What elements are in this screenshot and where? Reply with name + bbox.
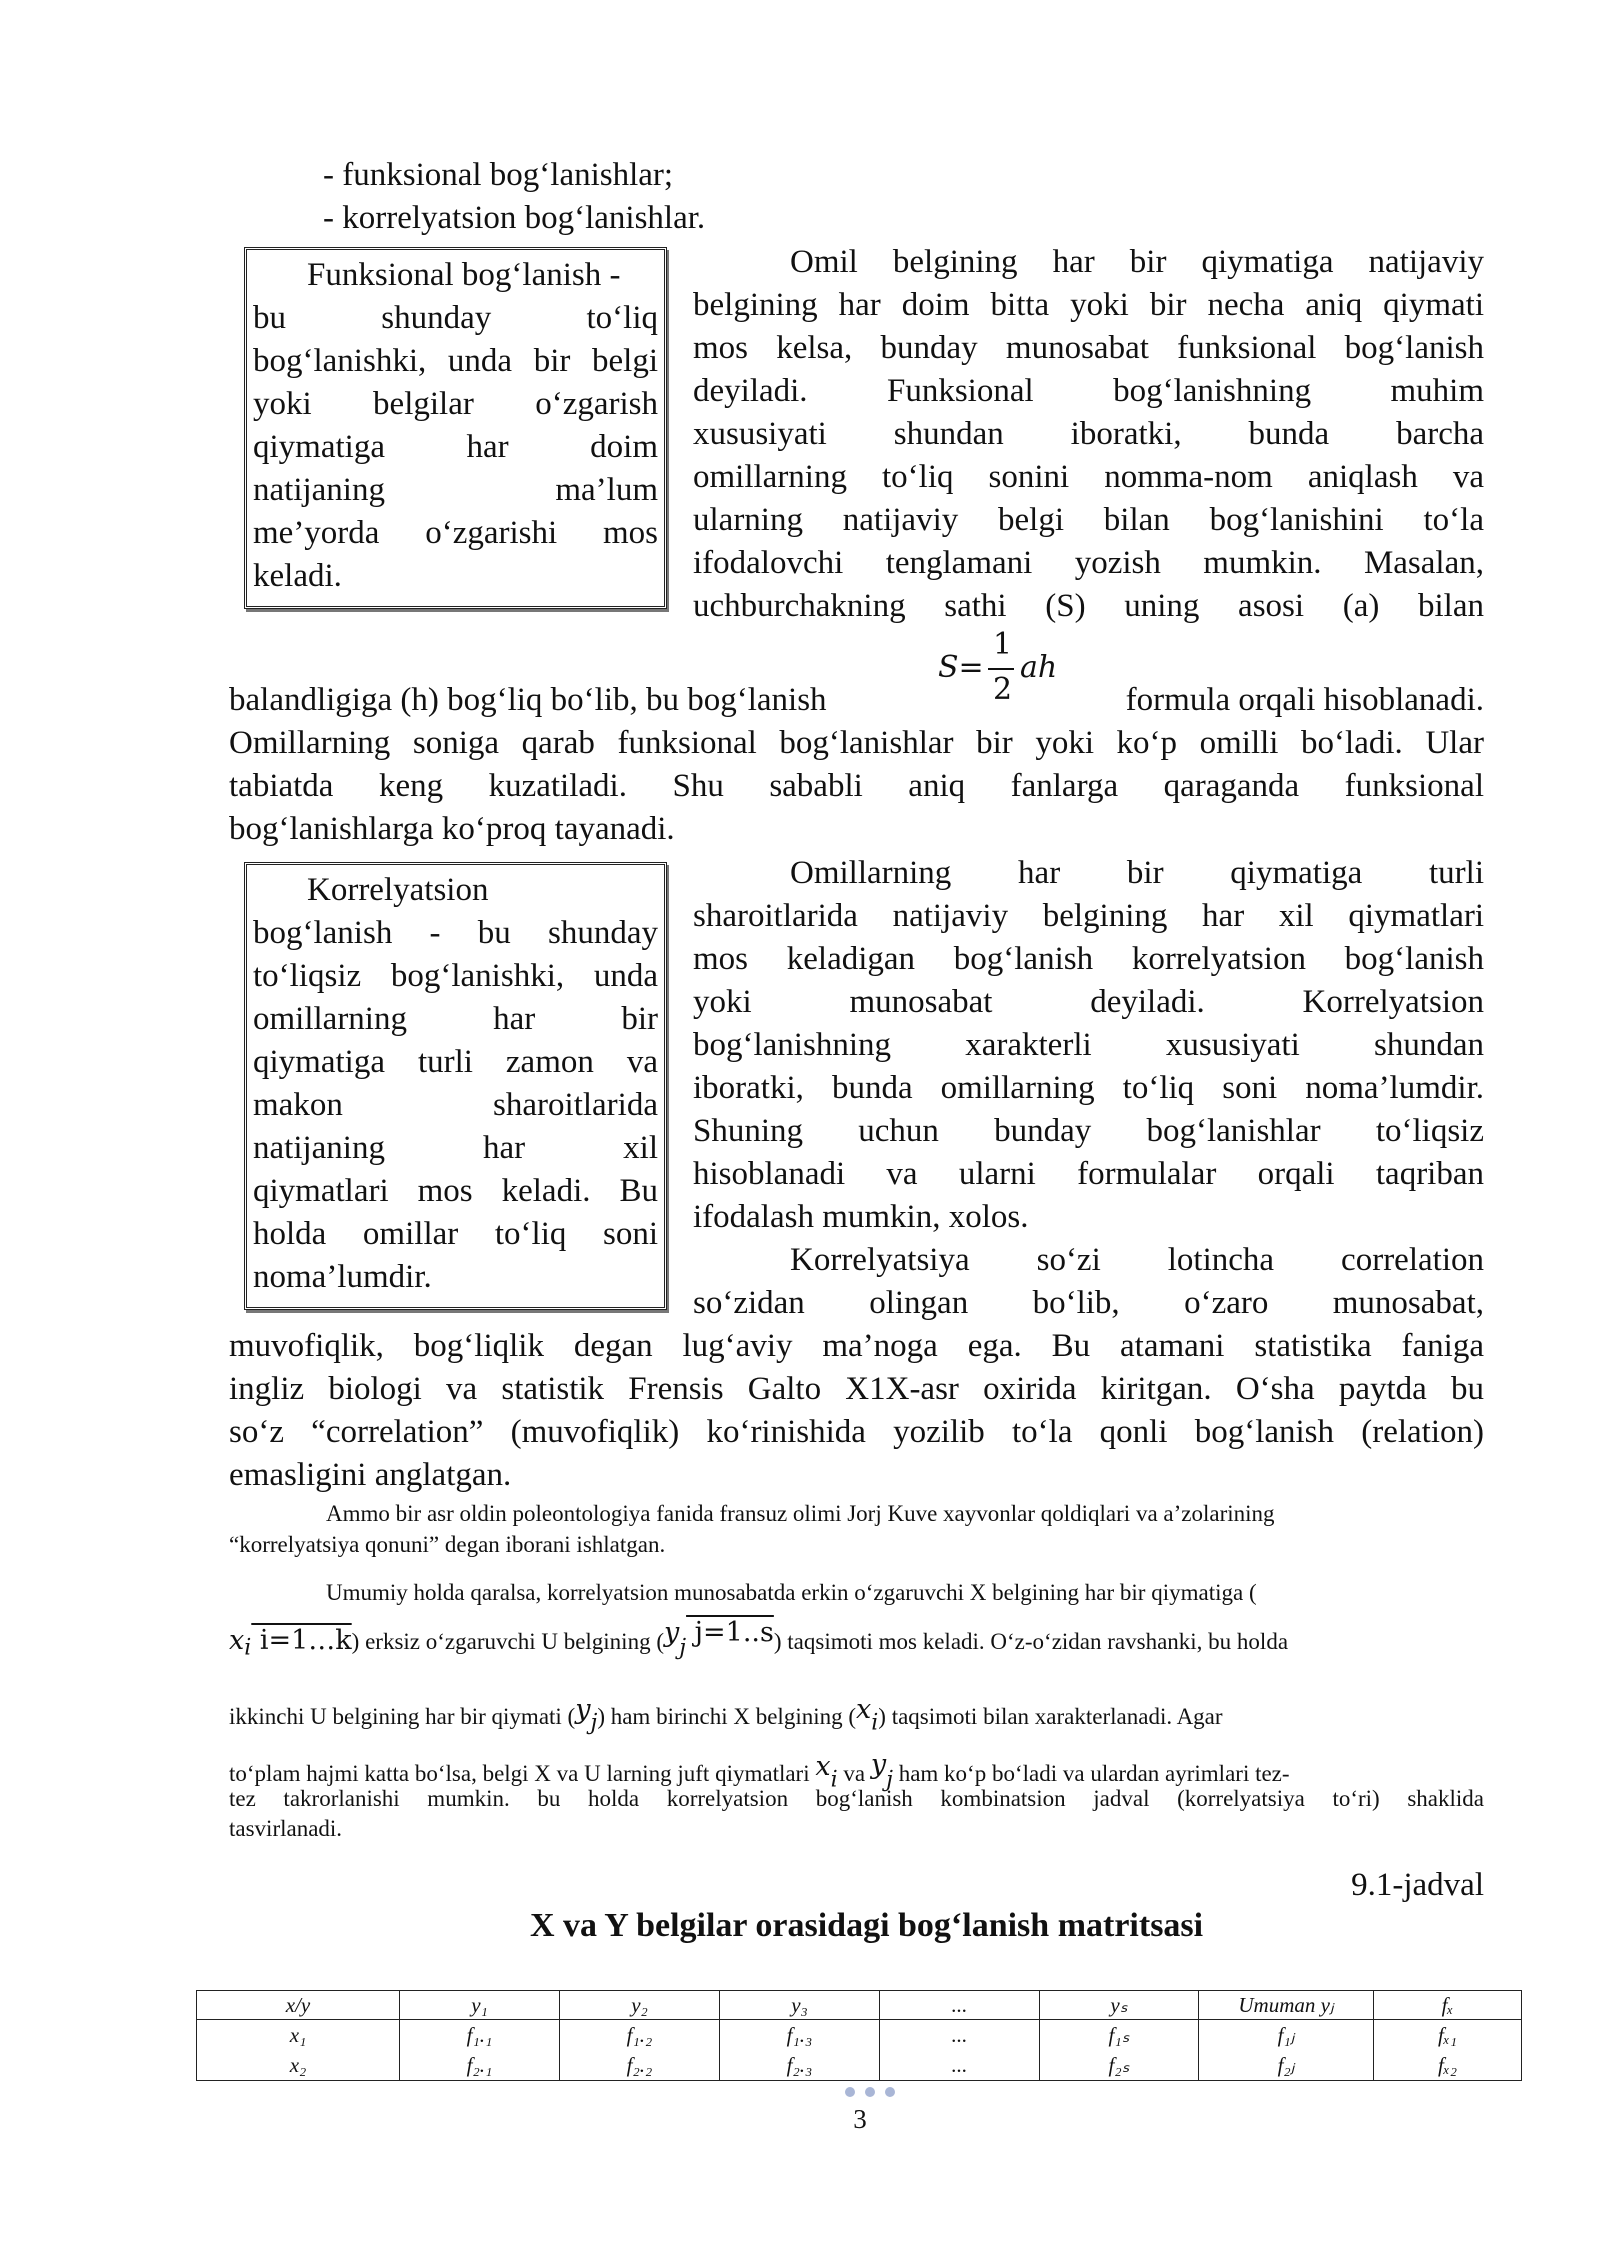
box-line: me’yorda o‘zgarishi mos (253, 515, 658, 551)
math-subscript: j (590, 1710, 598, 1736)
small-text-line: Umumiy holda qaralsa, korrelyatsion munosabatda erkin o‘zgaruvchi X belgining har bir qiymatiga ( (326, 1580, 1257, 1605)
header-cell: ... (880, 1991, 1040, 2020)
table-cell: x₁ (197, 2020, 400, 2051)
table-cell: f₁ⱼ (1199, 2020, 1374, 2051)
text-fragment: va (843, 1761, 866, 1786)
table-cell: f₁ₛ (1040, 2020, 1199, 2051)
table-cell: f₂.₁ (400, 2050, 560, 2081)
table-cell: f₂ⱼ (1199, 2050, 1374, 2081)
table-cell: f₂.₃ (720, 2050, 880, 2081)
paragraph-line: iboratki, bunda omillarning to‘liq soni noma’lumdir. (693, 1070, 1484, 1106)
paragraph-line: belgining har doim bitta yoki bir necha aniq qiymati (693, 287, 1484, 323)
table-header-row (197, 1991, 1522, 2020)
math-y: y (870, 1749, 887, 1780)
text-fragment: ) erksiz o‘zgaruvchi U belgining ( (351, 1629, 664, 1654)
formula-rhs: ah (1020, 650, 1058, 685)
table-cell: ... (880, 2050, 1040, 2081)
paragraph-line: uchburchakning sathi (S) uning asosi (a) bilan (693, 588, 1484, 624)
paragraph-line: yoki munosabat deyiladi. Korrelyatsion (693, 984, 1484, 1020)
paragraph-line: Omillarning soniga qarab funksional bog‘lanishlar bir yoki ko‘p omilli bo‘ladi. Ular (229, 725, 1484, 761)
small-text-line-with-math (229, 1618, 1288, 1664)
paragraph-line: sharoitlarida natijaviy belgining har xil qiymatlari (693, 898, 1484, 934)
box-line: to‘liqsiz bog‘lanishki, unda (253, 958, 658, 994)
table-row (197, 2050, 1522, 2081)
paragraph-line: ifodalash mumkin, xolos. (693, 1199, 1029, 1235)
page-number: 3 (853, 2104, 867, 2134)
box-line: holda omillar to‘liq soni (253, 1216, 658, 1252)
math-y: y (663, 1617, 680, 1648)
paragraph-line: Korrelyatsiya so‘zi lotincha correlation (790, 1242, 1484, 1278)
paragraph-line: ifodalovchi tenglamani yozish mumkin. Masalan, (693, 545, 1484, 581)
formula-lhs: S= (938, 650, 984, 685)
box-line: yoki belgilar o‘zgarish (253, 386, 658, 422)
math-subscript: i (244, 1635, 252, 1661)
math-y: y (575, 1694, 591, 1725)
text-fragment: ham ko‘p bo‘ladi va ulardan ayrimlari tez- (898, 1761, 1290, 1786)
table-cell: ... (880, 2020, 1040, 2051)
table-number-label: 9.1-jadval (1351, 1867, 1484, 1903)
definition-box-functional (244, 247, 667, 609)
math-subscript: i (871, 1710, 879, 1736)
box-line: keladi. (253, 558, 342, 594)
header-cell: y₁ (400, 1991, 560, 2020)
box-line: qiymatiga turli zamon va (253, 1044, 658, 1080)
small-text-line: Ammo bir asr oldin poleontologiya fanida fransuz olimi Jorj Kuve xayvonlar qoldiqlari va a’zolarining (326, 1501, 1275, 1526)
paragraph-line: Omillarning har bir qiymatiga turli (790, 855, 1484, 891)
header-cell: y₃ (720, 1991, 880, 2020)
table-cell: f₁.₃ (720, 2020, 880, 2051)
table-cell: f₂.₂ (560, 2050, 720, 2081)
box-line: Korrelyatsion (307, 872, 489, 908)
math-x: x (229, 1625, 245, 1656)
paragraph-line: muvofiqlik, bog‘liqlik degan lug‘aviy ma’noga ega. Bu atamani statistika faniga (229, 1328, 1484, 1364)
box-line: bog‘lanishki, unda bir belgi (253, 343, 658, 379)
paragraph-line: bog‘lanishning xarakterli xususiyati shundan (693, 1027, 1484, 1063)
page-break-dots (845, 2084, 905, 2102)
box-line: noma’lumdir. (253, 1259, 432, 1295)
math-subscript: i (830, 1767, 838, 1793)
table-cell: fₓ₁ (1374, 2020, 1522, 2051)
paragraph-line: tabiatda keng kuzatiladi. Shu sababli aniq fanlarga qaraganda funksional (229, 768, 1484, 804)
math-x: x (815, 1751, 831, 1782)
paragraph-line: ingliz biologi va statistik Frensis Galto X1X-asr oxirida kiritgan. O‘sha paytda bu (229, 1371, 1484, 1407)
math-subscript: j (679, 1635, 687, 1661)
box-line: Funksional bog‘lanish - (307, 257, 621, 293)
paragraph-line: bog‘lanishlarga ko‘proq tayanadi. (229, 811, 675, 847)
definition-box-correlational (244, 862, 667, 1310)
box-line: makon sharoitlarida (253, 1087, 658, 1123)
paragraph-line: so‘z “correlation” (muvofiqlik) ko‘rinishida yozilib to‘la qonli bog‘lanish (relation) (229, 1414, 1484, 1450)
paragraph-line: deyiladi. Funksional bog‘lanishning muhim (693, 373, 1484, 409)
table-row (197, 2020, 1522, 2051)
paragraph-line: emasligini anglatgan. (229, 1457, 512, 1493)
paragraph-line: so‘zidan olingan bo‘lib, o‘zaro munosabat, (693, 1285, 1484, 1321)
box-line: qiymatiga har doim (253, 429, 658, 465)
math-subscript: j (886, 1767, 893, 1793)
paragraph-line: formula orqali hisoblanadi. (1125, 682, 1484, 718)
math-x: x (856, 1694, 872, 1725)
header-cell: x/y (197, 1991, 400, 2020)
text-fragment: ) ham birinchi X belgining ( (597, 1704, 857, 1729)
formula-numerator: 1 (993, 627, 1013, 662)
text-fragment: ) taqsimoti bilan xarakterlanadi. Agar (878, 1704, 1223, 1729)
table-cell: f₁.₂ (560, 2020, 720, 2051)
text-fragment: to‘plam hajmi katta bo‘lsa, belgi X va U larning juft qiymatlari (229, 1761, 810, 1786)
list-item-functional: - funksional bog‘lanishlar; (323, 157, 674, 193)
small-text-line: tasvirlanadi. (229, 1816, 343, 1841)
table-cell: fₓ₂ (1374, 2050, 1522, 2081)
math-range: j=1..s (686, 1617, 774, 1648)
list-item-correlational: - korrelyatsion bog‘lanishlar. (323, 200, 706, 236)
box-line: omillarning har bir (253, 1001, 658, 1037)
header-cell: yₛ (1040, 1991, 1199, 2020)
small-text-line: tez takrorlanishi mumkin. bu holda korrelyatsion bog‘lanish kombinatsion jadval (korrelyatsiya to‘ri) shaklida (229, 1786, 1484, 1811)
paragraph-line: balandligiga (h) bog‘liq bo‘lib, bu bog‘lanish (229, 682, 827, 718)
paragraph-line: ularning natijaviy belgi bilan bog‘lanishini to‘la (693, 502, 1484, 538)
paragraph-line: mos keladigan bog‘lanish korrelyatsion bog‘lanish (693, 941, 1484, 977)
correlation-matrix-table (196, 1990, 1522, 2081)
box-line: natijaning har xil (253, 1130, 658, 1166)
table-title: X va Y belgilar orasidagi bog‘lanish matritsasi (530, 1907, 1204, 1944)
fraction-bar (988, 668, 1014, 670)
formula-denominator: 2 (993, 672, 1013, 707)
header-cell: Umuman yⱼ (1199, 1991, 1374, 2020)
small-text-line: “korrelyatsiya qonuni” degan iborani ishlatgan. (229, 1532, 666, 1557)
box-line: natijaning ma’lum (253, 472, 658, 508)
text-fragment: ) taqsimoti mos keladi. O‘z-o‘zidan ravshanki, bu holda (773, 1629, 1289, 1654)
paragraph-line: xususiyati shundan iboratki, bunda barcha (693, 416, 1484, 452)
paragraph-line: hisoblanadi va ularni formulalar orqali taqriban (693, 1156, 1484, 1192)
box-line: qiymatlari mos keladi. Bu (253, 1173, 658, 1209)
table-cell: f₂ₛ (1040, 2050, 1199, 2081)
paragraph-line: omillarning to‘liq sonini nomma-nom aniqlash va (693, 459, 1484, 495)
box-line: bog‘lanish - bu shunday (253, 915, 658, 951)
header-cell: fₓ (1374, 1991, 1522, 2020)
paragraph-line: mos kelsa, bunday munosabat funksional bog‘lanish (693, 330, 1484, 366)
text-fragment: ikkinchi U belgining har bir qiymati ( (229, 1704, 576, 1729)
table-cell: f₁.₁ (400, 2020, 560, 2051)
header-cell: y₂ (560, 1991, 720, 2020)
box-line: bu shunday to‘liq (253, 300, 658, 336)
paragraph-line: Omil belgining har bir qiymatiga natijaviy (790, 244, 1484, 280)
table-cell: x₂ (197, 2050, 400, 2081)
paragraph-line: Shuning uchun bunday bog‘lanishlar to‘liqsiz (693, 1113, 1484, 1149)
math-range: i=1…k (251, 1625, 352, 1656)
small-text-line-with-math (229, 1695, 1223, 1739)
